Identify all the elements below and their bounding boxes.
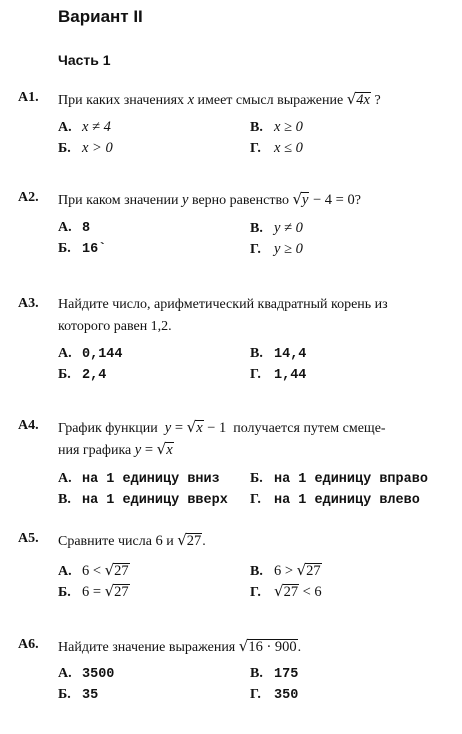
question-text-line: График функции y = √x − 1 получается путем смеще- [58,418,386,436]
part-title: Часть 1 [58,52,111,68]
answer-option[interactable]: В. на 1 единицу вверх [58,492,228,508]
answer-option[interactable]: Б. 16` [58,241,107,257]
answer-option[interactable]: Б. x > 0 [58,140,113,156]
question-text-line: которого равен 1,2. [58,319,172,334]
question-number: А4. [18,418,39,433]
answer-option[interactable]: Б. 6 = √27 [58,582,129,600]
question-text-line: Найдите число, арифметический квадратный корень из [58,297,388,312]
answer-option[interactable]: Г. 1,44 [250,367,307,383]
answer-option[interactable]: В. y ≠ 0 [250,220,303,236]
question-number: А3. [18,296,39,311]
question-text: Сравните числа 6 и √27. [58,531,206,549]
question-text-line: ния графика y = √x [58,440,173,458]
variant-title: Вариант II [58,7,143,26]
answer-option[interactable]: Г. y ≥ 0 [250,241,303,257]
question-number: А5. [18,531,39,546]
answer-option[interactable]: В. 6 > √27 [250,561,321,579]
question-number: А2. [18,190,39,205]
answer-option[interactable]: Г. x ≤ 0 [250,140,303,156]
answer-option[interactable]: В. 14,4 [250,346,307,362]
question-number: А6. [18,637,39,652]
answer-option[interactable]: Г. на 1 единицу влево [250,492,420,508]
answer-option[interactable]: В. x ≥ 0 [250,119,303,135]
answer-option[interactable]: А. 8 [58,220,91,236]
answer-option[interactable]: Б. 2,4 [58,367,107,383]
answer-option[interactable]: Б. 35 [58,687,99,703]
answer-option[interactable]: А. x ≠ 4 [58,119,111,135]
answer-option[interactable]: А. на 1 единицу вниз [58,471,220,487]
question-number: А1. [18,90,39,105]
answer-option[interactable]: В. 175 [250,666,299,682]
answer-option[interactable]: А. 0,144 [58,346,123,362]
question-text: При каких значениях x имеет смысл выражение √4x ? [58,90,381,108]
answer-option[interactable]: Б. на 1 единицу вправо [250,471,428,487]
answer-option[interactable]: Г. 350 [250,687,299,703]
answer-option[interactable]: А. 3500 [58,666,115,682]
answer-option[interactable]: Г. √27 < 6 [250,582,322,600]
question-text: Найдите значение выражения √16 · 900. [58,637,302,655]
answer-option[interactable]: А. 6 < √27 [58,561,129,579]
question-text: При каком значении y верно равенство √y − 4 = 0? [58,190,361,208]
